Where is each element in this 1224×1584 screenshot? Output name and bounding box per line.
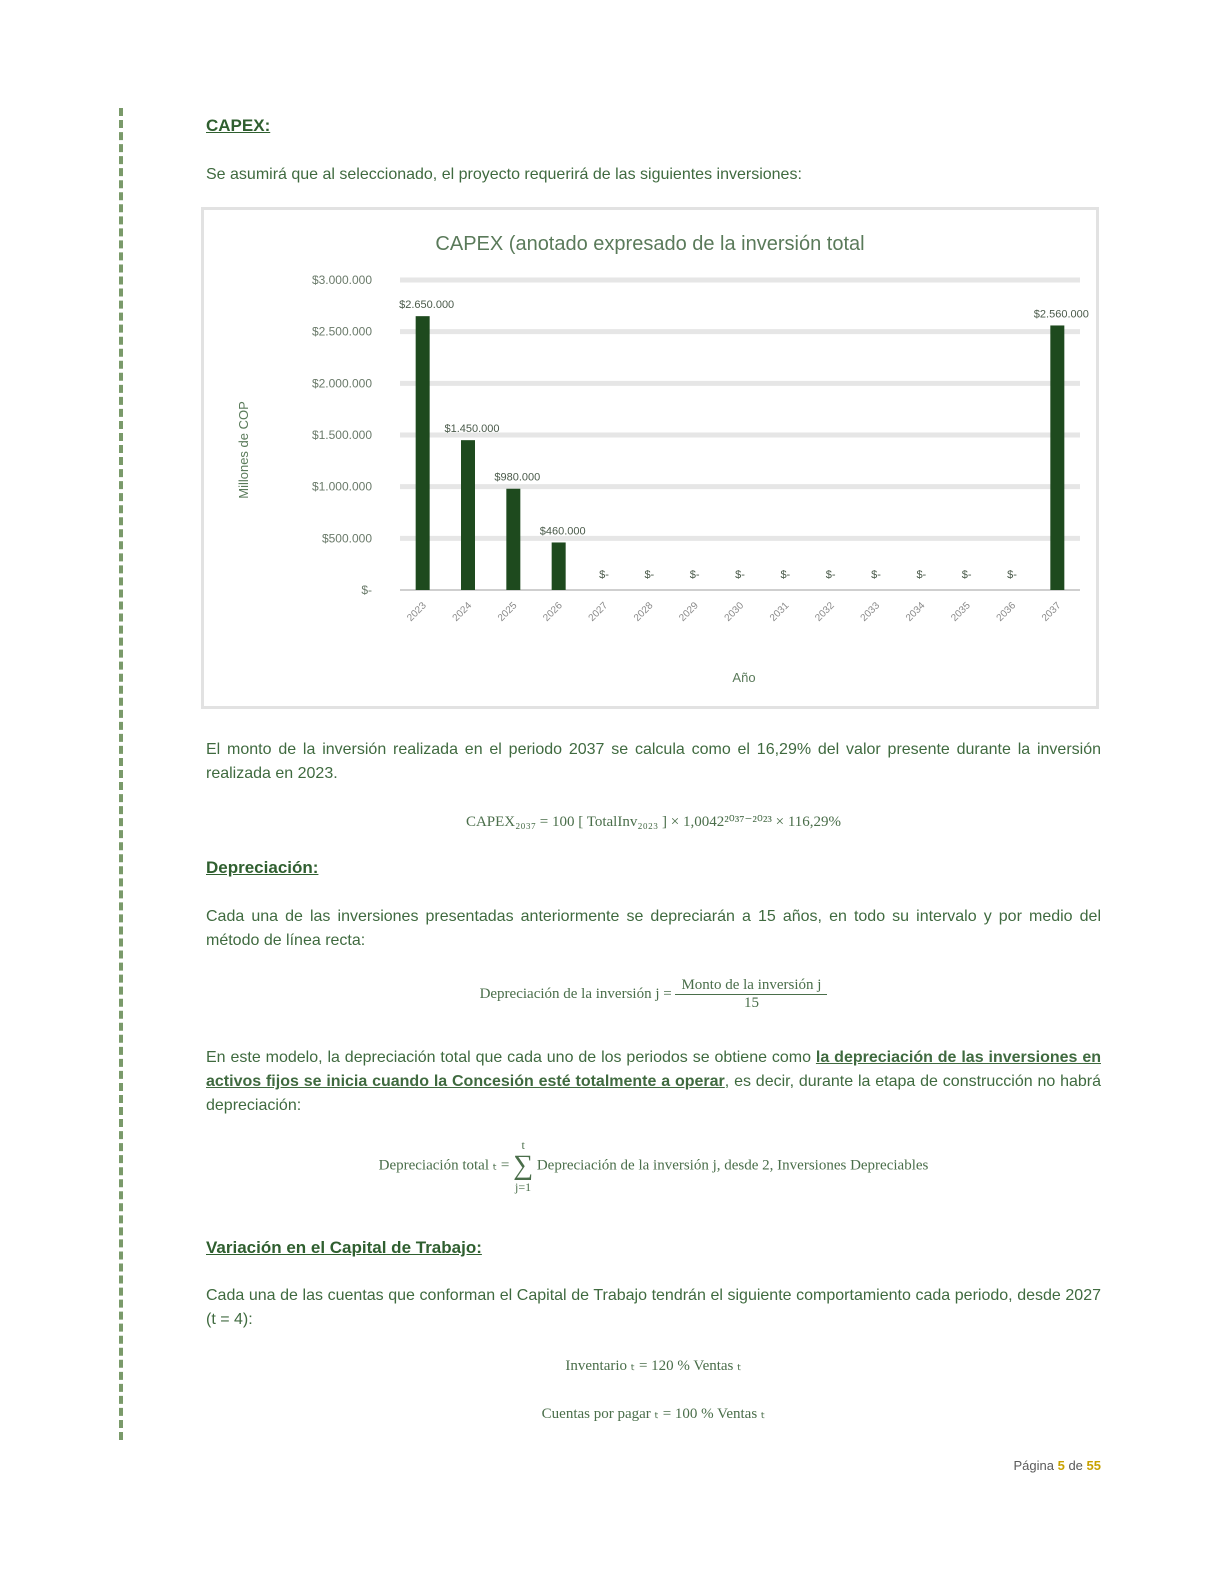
footer-total-pages: 55: [1086, 1458, 1101, 1473]
x-tick-label: 2034: [903, 600, 928, 624]
formula-payables: Cuentas por pagar ₜ = 100 % Ventas ₜ: [541, 1406, 766, 1422]
data-label: $-: [871, 569, 881, 581]
x-tick-label: 2036: [994, 600, 1019, 624]
formula-depreciation-denominator: 15: [743, 995, 759, 1011]
data-label: $-: [644, 569, 655, 581]
x-tick-label: 2035: [949, 600, 973, 624]
bar: [552, 542, 566, 590]
grid-lines: [400, 280, 1080, 590]
y-tick-label: $1.500.000: [311, 428, 372, 442]
page-footer: [1013, 1458, 1101, 1473]
bar: [461, 440, 475, 590]
formula-inventory: Inventario ₜ = 120 % Ventas ₜ: [565, 1358, 742, 1374]
y-tick-label: $1.000.000: [311, 479, 372, 494]
x-tick-label: 2025: [495, 600, 520, 624]
x-tick-labels: [405, 600, 1063, 624]
after-chart-text: El monto de la inversión realizada en el periodo 2037 se calcula como el 16,29% del valor presente durante la inversión realizada en 2023.: [206, 741, 1101, 782]
sum-lower-limit: j=1: [515, 1180, 532, 1194]
x-axis-label: Año: [732, 670, 756, 685]
sum-upper-limit: t: [521, 1138, 525, 1152]
working-capital-title: Variación en el Capital de Trabajo:: [206, 1238, 482, 1257]
sum-symbol: [513, 1138, 533, 1194]
formula-depreciation-numerator: Monto de la inversión j: [675, 977, 827, 995]
bar: [506, 489, 520, 590]
x-tick-label: 2033: [858, 600, 883, 624]
depreciation-text-2-c: , es decir, durante la etapa de construcción no habrá depreciación:: [206, 1073, 1102, 1114]
bars: [416, 316, 1065, 590]
depreciation-title: Depreciación:: [206, 858, 319, 877]
formula-depreciation-fraction: [675, 977, 827, 1012]
data-label: $2.560.000: [1033, 308, 1089, 321]
y-tick-label: $2.500.000: [311, 324, 372, 339]
depreciation-text-2-bold: la depreciación de las inversiones en activos fijos se inicia cuando la Concesión esté totalmente a operar: [206, 1049, 1101, 1090]
bar: [416, 316, 430, 590]
data-label: $-: [825, 569, 836, 581]
formula-depreciation-lhs: Depreciación de la inversión j =: [479, 985, 672, 1002]
bar: [1050, 325, 1064, 590]
formula-capex-2037: CAPEX₂₀₃₇ = 100 [ TotalInv₂₀₂₃ ] × 1,0042²⁰³⁷⁻²⁰²³ × 116,29%: [465, 814, 842, 830]
x-tick-label: 2031: [767, 600, 792, 624]
depreciation-text-2: [206, 1046, 1101, 1118]
working-capital-text: Cada una de las cuentas que conforman el Capital de Trabajo tendrán el siguiente comportamiento cada periodo, desde 2027 (t = 4):: [206, 1287, 1101, 1328]
x-tick-label: 2026: [541, 600, 565, 624]
left-margin-rule: [119, 108, 123, 1440]
data-label: $-: [1007, 569, 1017, 581]
x-tick-label: 2030: [722, 600, 747, 624]
capex-chart-svg: [204, 210, 1096, 706]
capex-intro: Se asumirá que al seleccionado, el proyecto requerirá de las siguientes inversiones:: [206, 166, 802, 183]
y-tick-label: $-: [361, 583, 372, 597]
x-tick-label: 2032: [813, 600, 837, 624]
data-label: $460.000: [539, 525, 586, 538]
y-tick-label: $2.000.000: [311, 376, 372, 391]
data-label: $2.650.000: [399, 299, 455, 312]
y-tick-label: $3.000.000: [311, 273, 372, 287]
formula-depreciation: [206, 977, 1101, 1012]
y-tick-labels: [312, 273, 372, 597]
data-label: $1.450.000: [444, 423, 500, 436]
x-tick-label: 2029: [677, 600, 701, 624]
formula-total-depreciation: [206, 1138, 1101, 1194]
capex-title: CAPEX:: [206, 116, 271, 135]
footer-page-number: 5: [1057, 1458, 1065, 1473]
data-label: $980.000: [494, 471, 541, 484]
data-label: $-: [735, 569, 745, 581]
depreciation-text-2-a: En este modelo, la depreciación total que cada uno de los periodos se obtiene como: [206, 1049, 816, 1066]
data-label: $-: [780, 569, 791, 581]
y-axis-label: Millones de COP: [236, 401, 251, 499]
sigma-icon: ∑: [513, 1150, 534, 1181]
formula-total-lhs: Depreciación total ₜ =: [378, 1157, 510, 1174]
data-label: $-: [961, 569, 972, 581]
x-tick-label: 2028: [631, 600, 656, 624]
x-tick-label: 2024: [450, 600, 475, 624]
capex-chart: [201, 207, 1099, 709]
y-tick-label: $500.000: [321, 531, 372, 546]
x-tick-label: 2037: [1039, 600, 1064, 624]
data-label: $-: [916, 569, 927, 581]
chart-title: CAPEX (anotado expresado de la inversión total: [435, 233, 865, 255]
x-tick-label: 2023: [405, 600, 429, 624]
depreciation-text: Cada una de las inversiones presentadas anteriormente se depreciarán a 15 años, en todo su intervalo y por medio del método de línea recta:: [206, 908, 1101, 949]
footer-mid: de: [1068, 1458, 1083, 1473]
data-label: $-: [689, 569, 700, 581]
data-label: $-: [599, 569, 609, 581]
x-tick-label: 2027: [586, 600, 611, 624]
footer-prefix: Página: [1013, 1458, 1054, 1473]
formula-total-rhs: Depreciación de la inversión j, desde 2, Inversiones Depreciables: [536, 1157, 929, 1174]
